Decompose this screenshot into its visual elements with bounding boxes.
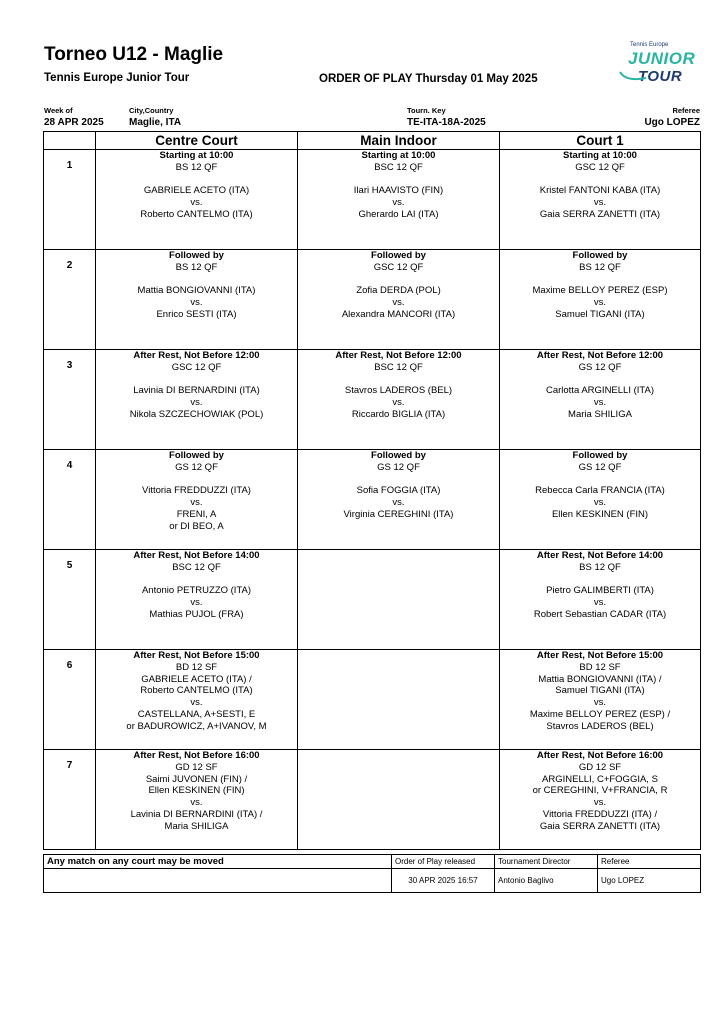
spacer	[500, 474, 700, 486]
player-line: or DI BEO, A	[169, 520, 224, 532]
match-time: After Rest, Not Before 16:00	[536, 750, 664, 761]
order-of-play-grid	[43, 131, 701, 850]
versus-label: vs.	[593, 497, 607, 509]
row-number: 7	[44, 750, 96, 850]
player-line: GABRIELE ACETO (ITA) /	[141, 673, 252, 685]
player-line: Ellen KESKINEN (FIN)	[551, 508, 649, 520]
player-line: Zofia DERDA (POL)	[356, 285, 441, 297]
player-line: Alexandra MANCORI (ITA)	[341, 308, 456, 320]
spacer	[500, 274, 700, 286]
match-time: Followed by	[572, 250, 628, 261]
spacer	[96, 274, 297, 286]
player-line: Virginia CEREGHINI (ITA)	[343, 508, 454, 520]
versus-label: vs.	[593, 297, 607, 309]
match-cell	[298, 250, 500, 350]
spacer	[500, 574, 700, 586]
spacer	[298, 274, 499, 286]
match-cell	[298, 450, 500, 550]
row-number: 6	[44, 650, 96, 750]
event-code: BS 12 QF	[579, 261, 621, 273]
spacer	[298, 374, 499, 386]
junior-tour-logo	[616, 42, 696, 90]
match-time: After Rest, Not Before 14:00	[536, 550, 664, 561]
released-value: 30 APR 2025 16:57	[392, 869, 495, 893]
player-line: Roberto CANTELMO (ITA)	[140, 685, 253, 697]
match-row	[44, 350, 701, 450]
logo-small-text: Tennis Europe	[630, 42, 669, 48]
match-row	[44, 650, 701, 750]
week-label: Week of	[44, 106, 73, 115]
footer-table	[43, 854, 701, 893]
versus-label: vs.	[593, 797, 607, 809]
match-cell	[96, 150, 298, 250]
match-row	[44, 550, 701, 650]
player-line: Ilari HAAVISTO (FIN)	[353, 185, 444, 197]
player-line: Vittoria FREDDUZZI (ITA) /	[542, 808, 658, 820]
event-code: GS 12 QF	[578, 461, 622, 473]
director-value: Antonio Baglivo	[495, 869, 598, 893]
match-cell	[96, 250, 298, 350]
match-time: After Rest, Not Before 12:00	[133, 350, 260, 361]
match-time: Starting at 10:00	[361, 150, 436, 161]
player-line: Lavinia DI BERNARDINI (ITA) /	[130, 808, 263, 820]
event-code: GSC 12 QF	[575, 161, 625, 173]
player-line: Samuel TIGANI (ITA)	[555, 685, 645, 697]
footer-referee-label: Referee	[598, 855, 701, 869]
week-value: 28 APR 2025	[44, 117, 104, 128]
versus-label: vs.	[190, 597, 203, 609]
versus-label: vs.	[392, 497, 405, 509]
spacer	[96, 374, 297, 386]
match-cell	[96, 450, 298, 550]
match-cell	[298, 650, 500, 750]
match-time: Followed by	[169, 250, 224, 261]
match-cell	[298, 150, 500, 250]
logo-line-junior: JUNIOR	[628, 49, 696, 68]
player-line: Maxime BELLOY PEREZ (ESP)	[532, 285, 668, 297]
row-number-header	[44, 132, 96, 150]
referee-label: Referee	[672, 106, 700, 115]
match-time: After Rest, Not Before 15:00	[133, 650, 260, 661]
spacer	[96, 574, 297, 586]
match-cell	[500, 450, 701, 550]
tournament-key-value: TE-ITA-18A-2025	[407, 117, 486, 128]
event-code: BD 12 SF	[175, 661, 218, 673]
versus-label: vs.	[190, 697, 203, 709]
player-line: Stavros LADEROS (BEL)	[546, 720, 654, 732]
logo-line-tour: TOUR	[638, 68, 683, 85]
player-line: CASTELLANA, A+SESTI, E	[137, 708, 256, 720]
match-cell	[96, 350, 298, 450]
versus-label: vs.	[190, 497, 203, 509]
player-line: Rebecca Carla FRANCIA (ITA)	[535, 485, 665, 497]
match-cell	[500, 250, 701, 350]
match-time: After Rest, Not Before 12:00	[536, 350, 664, 361]
versus-label: vs.	[392, 197, 405, 209]
match-time: Followed by	[371, 450, 426, 461]
match-cell	[500, 550, 701, 650]
event-code: BSC 12 QF	[374, 161, 423, 173]
tournament-title: Torneo U12 - Maglie	[44, 44, 224, 65]
player-line: Vittoria FREDDUZZI (ITA)	[142, 485, 251, 497]
match-cell	[298, 550, 500, 650]
match-cell	[500, 750, 701, 850]
player-line: FRENI, A	[176, 508, 217, 520]
match-time: Followed by	[371, 250, 426, 261]
player-line: Samuel TIGANI (ITA)	[555, 308, 645, 320]
player-line: Maria SHILIGA	[164, 820, 229, 832]
player-line: or BADUROWICZ, A+IVANOV, M	[126, 720, 267, 732]
versus-label: vs.	[190, 797, 203, 809]
player-line: Gaia SERRA ZANETTI (ITA)	[539, 820, 661, 832]
order-of-play-heading: ORDER OF PLAY Thursday 01 May 2025	[319, 73, 538, 85]
match-row	[44, 150, 701, 250]
versus-label: vs.	[593, 697, 607, 709]
player-line: Gaia SERRA ZANETTI (ITA)	[539, 208, 661, 220]
tour-subtitle: Tennis Europe Junior Tour	[44, 72, 190, 84]
match-time: After Rest, Not Before 14:00	[133, 550, 260, 561]
director-label: Tournament Director	[495, 855, 598, 869]
event-code: GS 12 QF	[175, 461, 218, 473]
versus-label: vs.	[190, 197, 203, 209]
versus-label: vs.	[593, 397, 607, 409]
event-code: GD 12 SF	[175, 761, 218, 773]
city-value: Maglie, ITA	[129, 117, 182, 128]
versus-label: vs.	[392, 397, 405, 409]
player-line: Kristel FANTONI KABA (ITA)	[539, 185, 661, 197]
court-header: Main Indoor	[298, 132, 500, 150]
player-line: Maria SHILIGA	[568, 408, 632, 420]
match-cell	[298, 750, 500, 850]
court-header: Court 1	[500, 132, 701, 150]
player-line: Carlotta ARGINELLI (ITA)	[545, 385, 655, 397]
event-code: BD 12 SF	[579, 661, 621, 673]
spacer	[298, 474, 499, 486]
versus-label: vs.	[190, 397, 203, 409]
match-time: After Rest, Not Before 15:00	[536, 650, 664, 661]
court-header: Centre Court	[96, 132, 298, 150]
match-cell	[500, 650, 701, 750]
court-header-row	[44, 132, 701, 150]
player-line: Enrico SESTI (ITA)	[156, 308, 237, 320]
event-code: GSC 12 QF	[373, 261, 424, 273]
row-number: 3	[44, 350, 96, 450]
match-time: Followed by	[169, 450, 224, 461]
row-number: 5	[44, 550, 96, 650]
match-row	[44, 250, 701, 350]
spacer	[500, 374, 700, 386]
player-line: Gherardo LAI (ITA)	[358, 208, 439, 220]
match-time: Followed by	[572, 450, 628, 461]
footer-referee-value: Ugo LOPEZ	[598, 869, 701, 893]
event-code: GS 12 QF	[578, 361, 622, 373]
match-cell	[298, 350, 500, 450]
released-label: Order of Play released	[392, 855, 495, 869]
referee-value: Ugo LOPEZ	[644, 117, 700, 128]
player-line: Antonio PETRUZZO (ITA)	[141, 585, 252, 597]
match-time: After Rest, Not Before 12:00	[335, 350, 462, 361]
match-row	[44, 750, 701, 850]
match-cell	[96, 550, 298, 650]
match-cell	[500, 150, 701, 250]
versus-label: vs.	[190, 297, 203, 309]
player-line: Riccardo BIGLIA (ITA)	[351, 408, 446, 420]
match-time: Starting at 10:00	[563, 150, 637, 161]
player-line: Sofia FOGGIA (ITA)	[356, 485, 441, 497]
footer-blank	[44, 869, 392, 893]
event-code: BS 12 QF	[579, 561, 621, 573]
player-line: GABRIELE ACETO (ITA)	[143, 185, 250, 197]
match-cell	[500, 350, 701, 450]
event-code: BS 12 QF	[175, 261, 218, 273]
spacer	[96, 474, 297, 486]
event-code: GS 12 QF	[377, 461, 420, 473]
event-code: BSC 12 QF	[374, 361, 423, 373]
logo-swoosh-icon	[616, 42, 696, 90]
row-number: 4	[44, 450, 96, 550]
event-code: BSC 12 QF	[172, 561, 221, 573]
spacer	[500, 174, 700, 186]
player-line: Ellen KESKINEN (FIN)	[148, 785, 245, 797]
tournament-key-label: Tourn. Key	[407, 106, 446, 115]
player-line: Robert Sebastian CADAR (ITA)	[533, 608, 667, 620]
row-number: 2	[44, 250, 96, 350]
player-line: Maxime BELLOY PEREZ (ESP) /	[529, 708, 671, 720]
player-line: Mathias PUJOL (FRA)	[149, 608, 244, 620]
match-time: Starting at 10:00	[159, 150, 234, 161]
event-code: GD 12 SF	[578, 761, 622, 773]
match-time: After Rest, Not Before 16:00	[133, 750, 260, 761]
player-line: Saimi JUVONEN (FIN) /	[145, 773, 248, 785]
event-code: GSC 12 QF	[171, 361, 222, 373]
player-line: Pietro GALIMBERTI (ITA)	[546, 585, 654, 597]
match-cell	[96, 750, 298, 850]
versus-label: vs.	[593, 197, 607, 209]
event-code: BS 12 QF	[175, 161, 218, 173]
footer-note: Any match on any court may be moved	[44, 855, 392, 869]
versus-label: vs.	[392, 297, 405, 309]
player-line: Mattia BONGIOVANNI (ITA) /	[538, 673, 662, 685]
player-line: ARGINELLI, C+FOGGIA, S	[542, 773, 658, 785]
player-line: Mattia BONGIOVANNI (ITA)	[137, 285, 256, 297]
city-label: City,Country	[129, 106, 174, 115]
match-cell	[96, 650, 298, 750]
player-line: Stavros LADEROS (BEL)	[344, 385, 453, 397]
player-line: Roberto CANTELMO (ITA)	[140, 208, 253, 220]
versus-label: vs.	[593, 597, 607, 609]
row-number: 1	[44, 150, 96, 250]
player-line: Nikola SZCZECHOWIAK (POL)	[129, 408, 264, 420]
player-line: Lavinia DI BERNARDINI (ITA)	[133, 385, 260, 397]
spacer	[96, 174, 297, 186]
player-line: or CEREGHINI, V+FRANCIA, R	[532, 785, 668, 797]
spacer	[298, 174, 499, 186]
match-row	[44, 450, 701, 550]
